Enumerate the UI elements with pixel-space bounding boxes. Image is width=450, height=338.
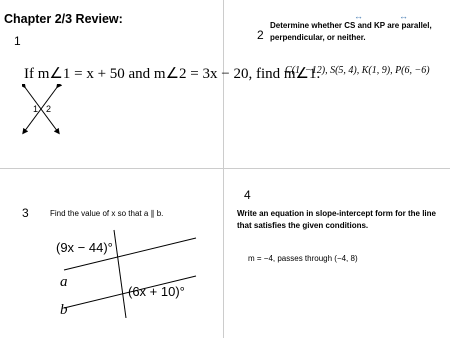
- q4-condition: m = −4, passes through (−4, 8): [248, 254, 358, 263]
- page-title: Chapter 2/3 Review:: [4, 12, 123, 26]
- q1-intersecting-lines-diagram: [22, 84, 62, 136]
- vertical-divider: [223, 0, 224, 338]
- q2-kp-overline-icon: ↔: [399, 11, 408, 21]
- q3-prompt: Find the value of x so that a ∥ b.: [50, 209, 164, 218]
- q1-angle-1-label: 1: [33, 104, 39, 114]
- q2-points: C(1, −12), S(5, 4), K(1, 9), P(6, −6): [285, 65, 430, 76]
- q3-angle-bottom-label: (6x + 10)°: [128, 284, 185, 299]
- horizontal-divider: [0, 168, 450, 169]
- q1-angle-2-label: 2: [46, 104, 52, 114]
- q4-prompt: Write an equation in slope-intercept form for the line that satisfies the given conditions.: [237, 209, 436, 230]
- q3-line-b-label: b: [60, 302, 68, 318]
- q1-prompt: If m∠1 = x + 50 and m∠2 = 3x − 20, find m∠1.: [24, 66, 321, 82]
- q2-prompt: Determine whether CS and KP are parallel, perpendicular, or neither.: [270, 21, 432, 42]
- q3-angle-top-label: (9x − 44)°: [56, 240, 113, 255]
- q2-cs-overline-icon: ↔: [354, 11, 363, 21]
- q3-transversal: [114, 230, 126, 318]
- q1-number: 1: [14, 34, 21, 48]
- q3-number: 3: [22, 206, 29, 220]
- q3-line-a-label: a: [60, 274, 68, 290]
- q2-number: 2: [257, 28, 264, 42]
- q4-number: 4: [244, 188, 251, 202]
